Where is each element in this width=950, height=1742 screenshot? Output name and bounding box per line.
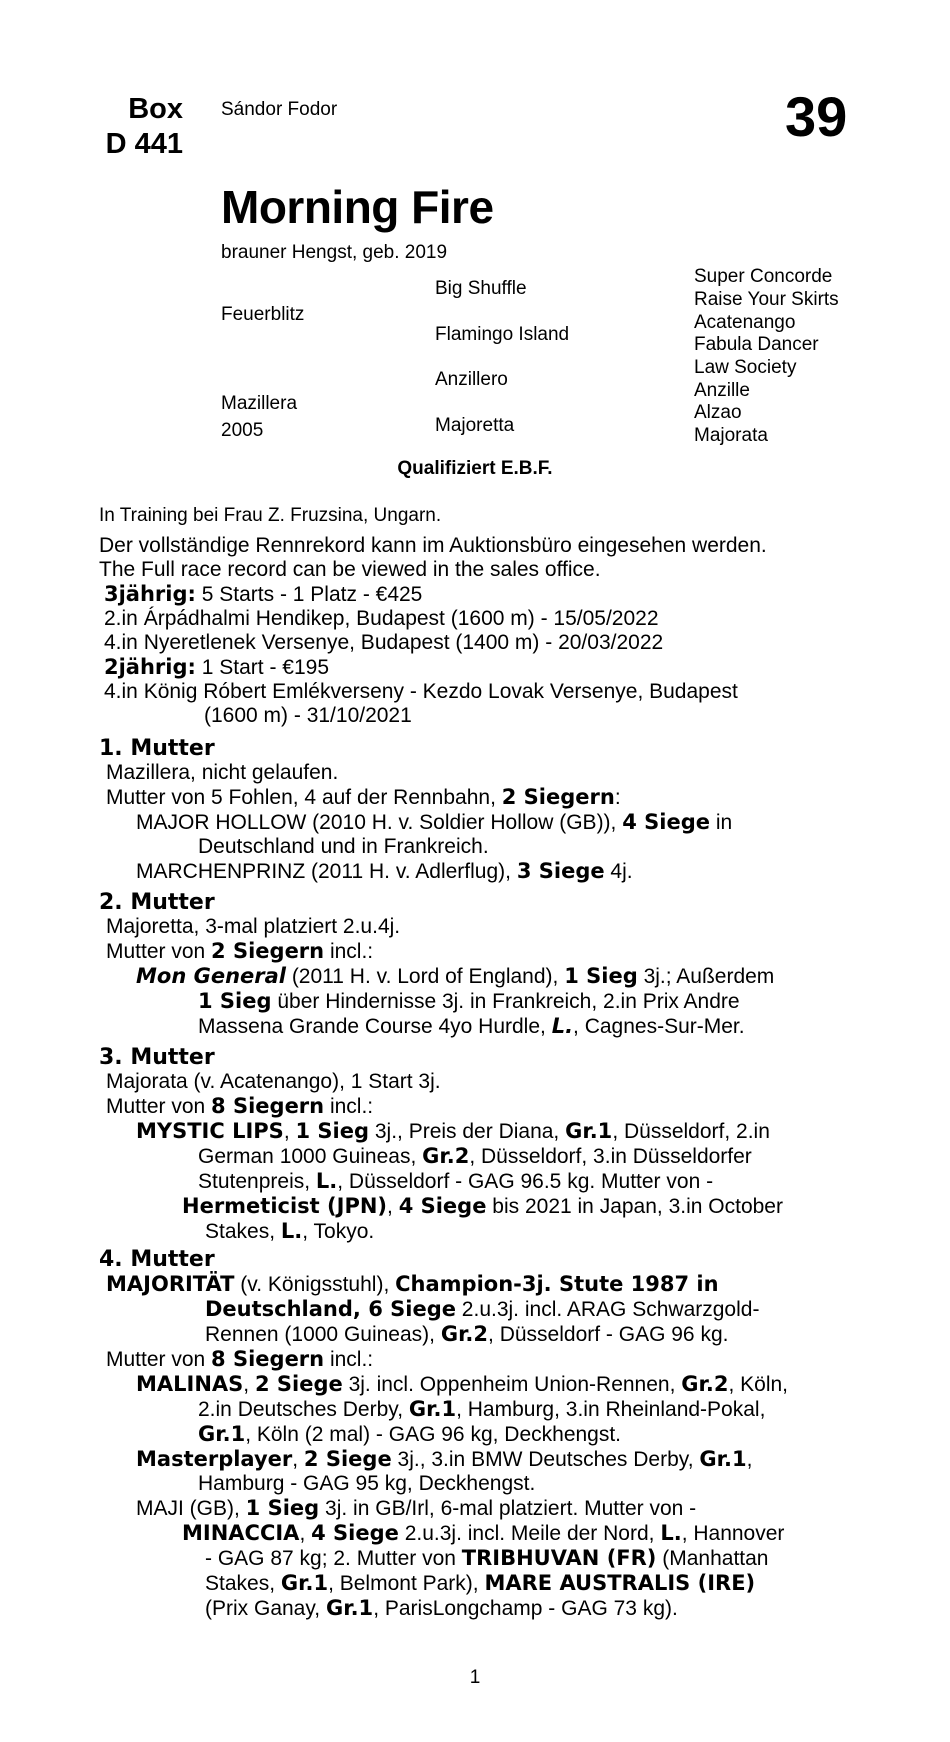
record-note-de: Der vollständige Rennrekord kann im Auktionsbüro eingesehen werden. [99, 534, 767, 557]
record-note-en: The Full race record can be viewed in the sales office. [99, 558, 601, 581]
dam-year: 2005 [221, 420, 264, 441]
mutter-3-section: 3. Mutter Majorata (v. Acatenango), 1 Start 3j. Mutter von 8 Siegern incl.: MYSTIC LIPS, 1 Sieg 3j., Preis der Diana, Gr.1, Düsseldorf, 2.in German 1000 Guineas, Gr.2, Düsseldorf, 3.in Düsseldorfer Stutenpreis, L., Düsseldorf - GAG 96.5 kg. Mutter von - Hermeticist (JPN), 4 Siege bis 2021 in Japan, 3.in October Stakes, L., Tokyo. [99, 1046, 859, 1244]
gen3-item: Super Concorde [694, 266, 833, 287]
age2-summary: 2jährig: 1 Start - €195 [104, 655, 329, 679]
dam-dam: Majoretta [435, 415, 515, 436]
mutter-2-section: 2. Mutter Majoretta, 3-mal platziert 2.u.4j. Mutter von 2 Siegern incl.: Mon General (2011 H. v. Lord of England), 1 Sieg 3j.; Außerdem 1 Sieg über Hindernisse 3j. in Frankreich, 2.in Prix Andre Massena Grande Course 4yo Hurdle, L., Cagnes-Sur-Mer. [99, 891, 859, 1039]
section-heading: 4. Mutter [99, 1247, 215, 1272]
sire-dam: Flamingo Island [435, 324, 570, 345]
gen3-item: Raise Your Skirts [694, 289, 839, 310]
section-heading: 1. Mutter [99, 736, 215, 761]
training-info: In Training bei Frau Z. Fruzsina, Ungarn. [99, 505, 442, 526]
box-label: Box [128, 93, 183, 125]
record-line: 4.in Nyeretlenek Versenye, Budapest (1400 m) - 20/03/2022 [104, 631, 664, 654]
mutter-4-section: 4. Mutter MAJORITÄT (v. Königsstuhl), Champion-3j. Stute 1987 in Deutschland, 6 Siege 2.u.3j. incl. ARAG Schwarzgold- Rennen (1000 Guineas), Gr.2, Düsseldorf - GAG 96 kg. Mutter von 8 Siegern incl.: MALINAS, 2 Siege 3j. incl. Oppenheim Union-Rennen, Gr.2, Köln, 2.in Deutsches Derby, Gr.1, Hamburg, 3.in Rheinland-Pokal, Gr.1, Köln (2 mal) - GAG 96 kg, Deckhengst. Masterplayer, 2 Siege 3j., 3.in BMW Deutsches Derby, Gr.1, Hamburg - GAG 95 kg, Deckhengst. MAJI (GB), 1 Sieg 3j. in GB/Irl, 6-mal platziert. Mutter von - MINACCIA, 4 Siege 2.u.3j. incl. Meile der Nord, L., Hannover - GAG 87 kg; 2. Mutter von TRIBHUVAN (FR) (Manhattan Stakes, Gr.1, Belmont Park), MARE AUSTRALIS (IRE) (Prix Ganay, Gr.1, ParisLongchamp - GAG 73 kg). [99, 1248, 859, 1621]
seller-name: Sándor Fodor [221, 99, 338, 120]
age3-summary: 3jährig: 5 Starts - 1 Platz - €425 [104, 582, 423, 606]
lot-number: 39 [785, 85, 848, 148]
gen3-item: Fabula Dancer [694, 334, 819, 355]
gen3-item: Anzille [694, 380, 750, 401]
gen3-item: Alzao [694, 402, 742, 423]
qualification: Qualifiziert E.B.F. [397, 458, 553, 479]
record-line-cont: (1600 m) - 31/10/2021 [204, 704, 412, 727]
horse-description: brauner Hengst, geb. 2019 [221, 242, 448, 263]
gen3-item: Acatenango [694, 312, 796, 333]
record-line: 4.in König Róbert Emlékverseny - Kezdo Lovak Versenye, Budapest [104, 680, 738, 703]
gen3-item: Majorata [694, 425, 768, 446]
box-code: D 441 [105, 128, 183, 160]
gen3-item: Law Society [694, 357, 797, 378]
box-number [99, 92, 183, 162]
dam-sire: Anzillero [435, 369, 508, 390]
horse-name: Morning Fire [221, 181, 494, 233]
mutter-1-section: 1. Mutter Mazillera, nicht gelaufen. Mutter von 5 Fohlen, 4 auf der Rennbahn, 2 Siegern: MAJOR HOLLOW (2010 H. v. Soldier Hollow (GB)), 4 Siege in Deutschland und in Frankreich. MARCHENPRINZ (2011 H. v. Adlerflug), 3 Siege 4j. [99, 737, 859, 884]
sire-sire: Big Shuffle [435, 278, 527, 299]
sire: Feuerblitz [221, 304, 305, 325]
race-record [99, 534, 859, 728]
page-number: 1 [469, 1667, 481, 1688]
section-heading: 2. Mutter [99, 890, 215, 915]
record-line: 2.in Árpádhalmi Hendikep, Budapest (1600 m) - 15/05/2022 [104, 607, 659, 630]
dam: Mazillera [221, 393, 298, 414]
section-heading: 3. Mutter [99, 1045, 215, 1070]
